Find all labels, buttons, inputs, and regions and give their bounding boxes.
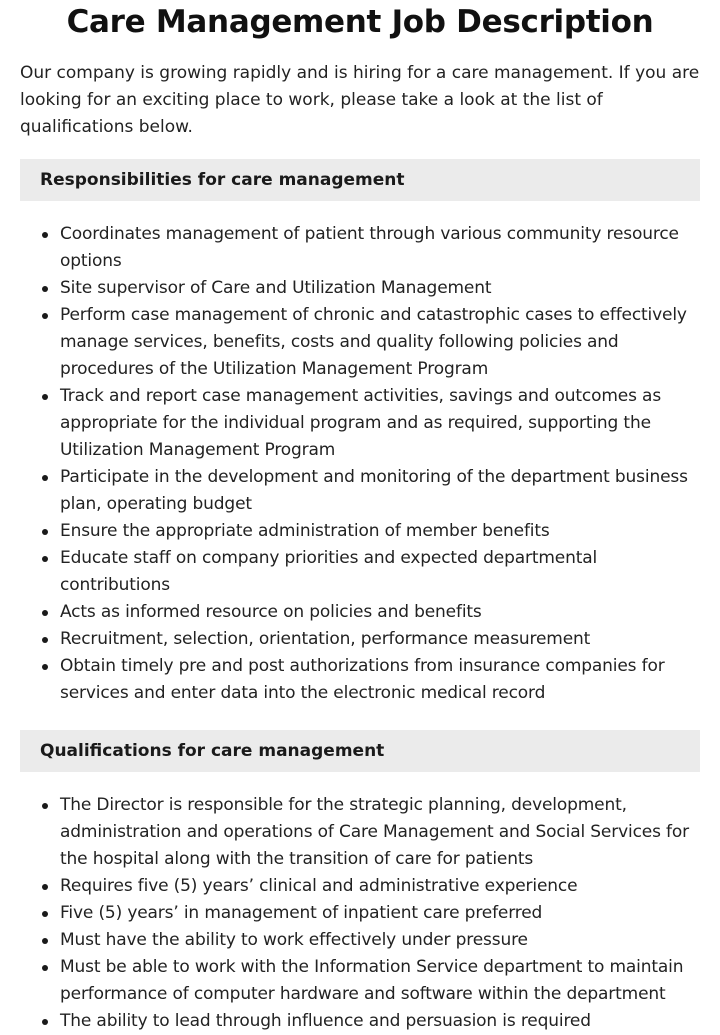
qualifications-list <box>20 792 700 1035</box>
list-item: Five (5) years’ in management of inpatient care preferred <box>60 900 700 927</box>
list-item: The Director is responsible for the strategic planning, development, administration and operations of Care Management and Social Services for the hospital along with the transition of care for patients <box>60 792 700 873</box>
list-item: Perform case management of chronic and catastrophic cases to effectively manage services, benefits, costs and quality following policies and procedures of the Utilization Management Program <box>60 302 700 383</box>
list-item: Requires five (5) years’ clinical and administrative experience <box>60 873 700 900</box>
list-item: Must have the ability to work effectively under pressure <box>60 927 700 954</box>
intro-paragraph: Our company is growing rapidly and is hiring for a care management. If you are looking for an exciting place to work, please take a look at the list of qualifications below. <box>20 63 700 137</box>
responsibilities-section-header: Responsibilities for care management <box>20 159 700 201</box>
list-item: Site supervisor of Care and Utilization Management <box>60 275 700 302</box>
list-item: Track and report case management activities, savings and outcomes as appropriate for the individual program and as required, supporting the Utilization Management Program <box>60 383 700 464</box>
list-item: Coordinates management of patient through various community resource options <box>60 221 700 275</box>
list-item: Participate in the development and monitoring of the department business plan, operating budget <box>60 464 700 518</box>
list-item: Must be able to work with the Information Service department to maintain performance of computer hardware and software within the department <box>60 954 700 1008</box>
list-item: Educate staff on company priorities and expected departmental contributions <box>60 545 700 599</box>
list-item: Obtain timely pre and post authorizations from insurance companies for services and enter data into the electronic medical record <box>60 653 700 707</box>
list-item: Recruitment, selection, orientation, performance measurement <box>60 626 700 653</box>
list-item: The ability to lead through influence and persuasion is required <box>60 1008 700 1035</box>
list-item: Ensure the appropriate administration of member benefits <box>60 518 700 545</box>
list-item: Acts as informed resource on policies and benefits <box>60 599 700 626</box>
page-title: Care Management Job Description <box>66 4 654 40</box>
qualifications-section-header: Qualifications for care management <box>20 730 700 772</box>
responsibilities-list <box>20 221 700 707</box>
